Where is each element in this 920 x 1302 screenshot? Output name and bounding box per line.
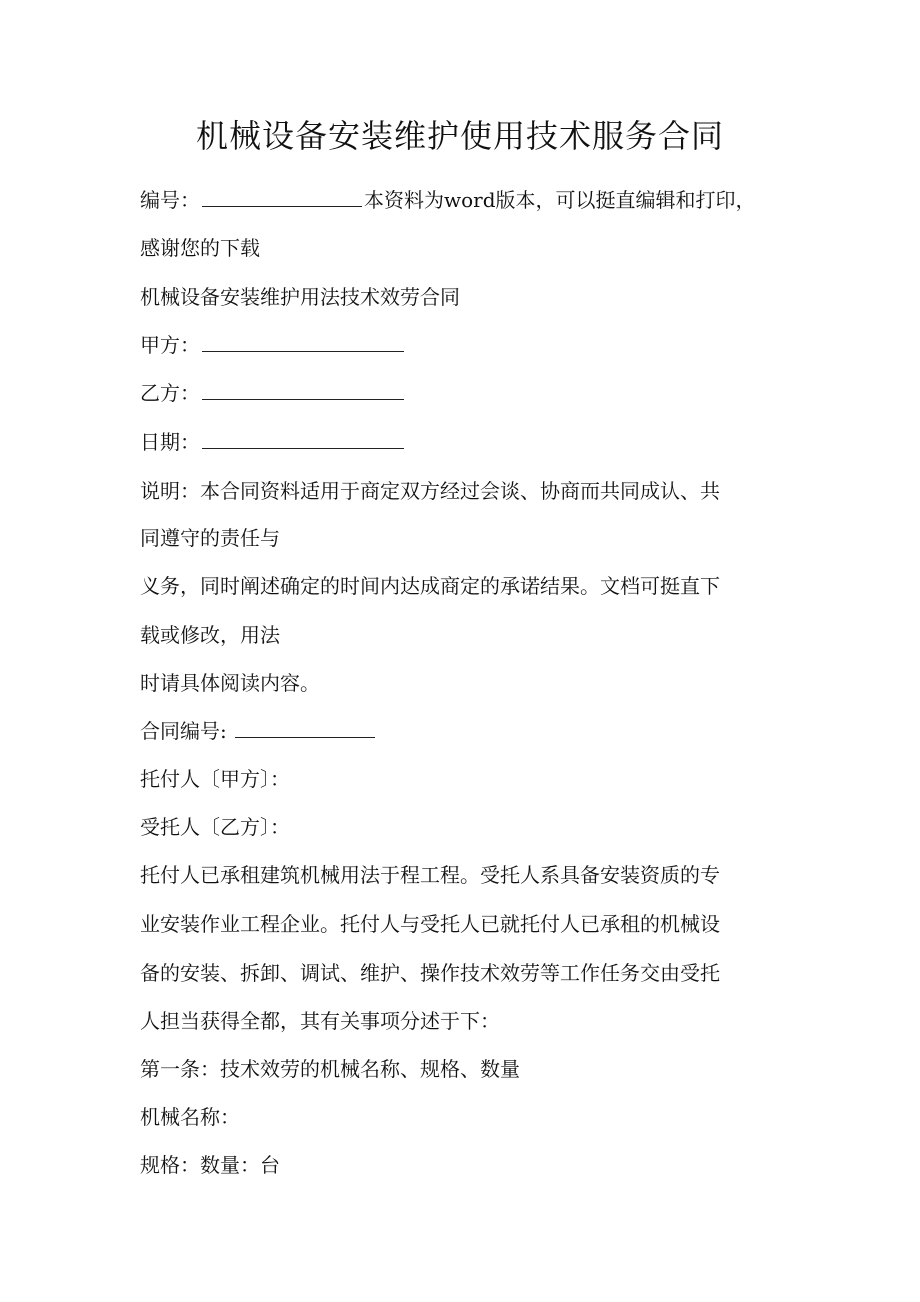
description-line-3: 义务，同时阐述确定的时间内达成商定的承诺结果。文档可挺直下 [140,574,720,598]
party-b-line [140,379,406,407]
document-subtitle: 机械设备安装维护用法技术效劳合同 [140,285,460,309]
body-line-1: 托付人已承租建筑机械用法于程工程。受托人系具备安装资质的专 [140,863,720,887]
party-a-line [140,331,406,359]
serial-note-continued: 感谢您的下载 [140,236,260,260]
article-1-heading: 第一条：技术效劳的机械名称、规格、数量 [140,1057,520,1081]
description-line-2: 同遵守的责任与 [140,526,280,550]
body-line-2: 业安装作业工程企业。托付人与受托人已就托付人已承租的机械设 [140,912,720,936]
body-line-4: 人担当获得全都，其有关事项分述于下： [140,1009,500,1033]
serial-blank [202,187,362,207]
spec-quantity-line: 规格：数量：台 [140,1153,280,1177]
description-line-4: 载或修改，用法 [140,623,280,647]
date-label: 日期： [140,430,200,454]
serial-label: 编号： [140,188,200,212]
serial-line [140,186,756,214]
contract-number-blank [235,718,375,738]
document-title: 机械设备安装维护使用技术服务合同 [195,117,724,155]
party-a-label: 甲方： [140,333,200,357]
serial-note: 本资料为word版本，可以挺直编辑和打印， [364,188,756,212]
body-line-3: 备的安装、拆卸、调试、维护、操作技术效劳等工作任务交由受托 [140,961,720,985]
party-b-blank [202,380,404,400]
entruster-line: 托付人〔甲方〕： [140,767,290,791]
party-b-label: 乙方： [140,381,200,405]
description-line-5: 时请具体阅读内容。 [140,671,320,695]
trustee-line: 受托人〔乙方〕： [140,815,290,839]
date-line [140,428,406,456]
machine-name-line: 机械名称： [140,1105,240,1129]
party-a-blank [202,332,404,352]
date-blank [202,429,404,449]
description-line-1: 说明：本合同资料适用于商定双方经过会谈、协商而共同成认、共 [140,479,720,503]
contract-number-line [140,717,377,745]
contract-number-label: 合同编号: [140,719,227,743]
